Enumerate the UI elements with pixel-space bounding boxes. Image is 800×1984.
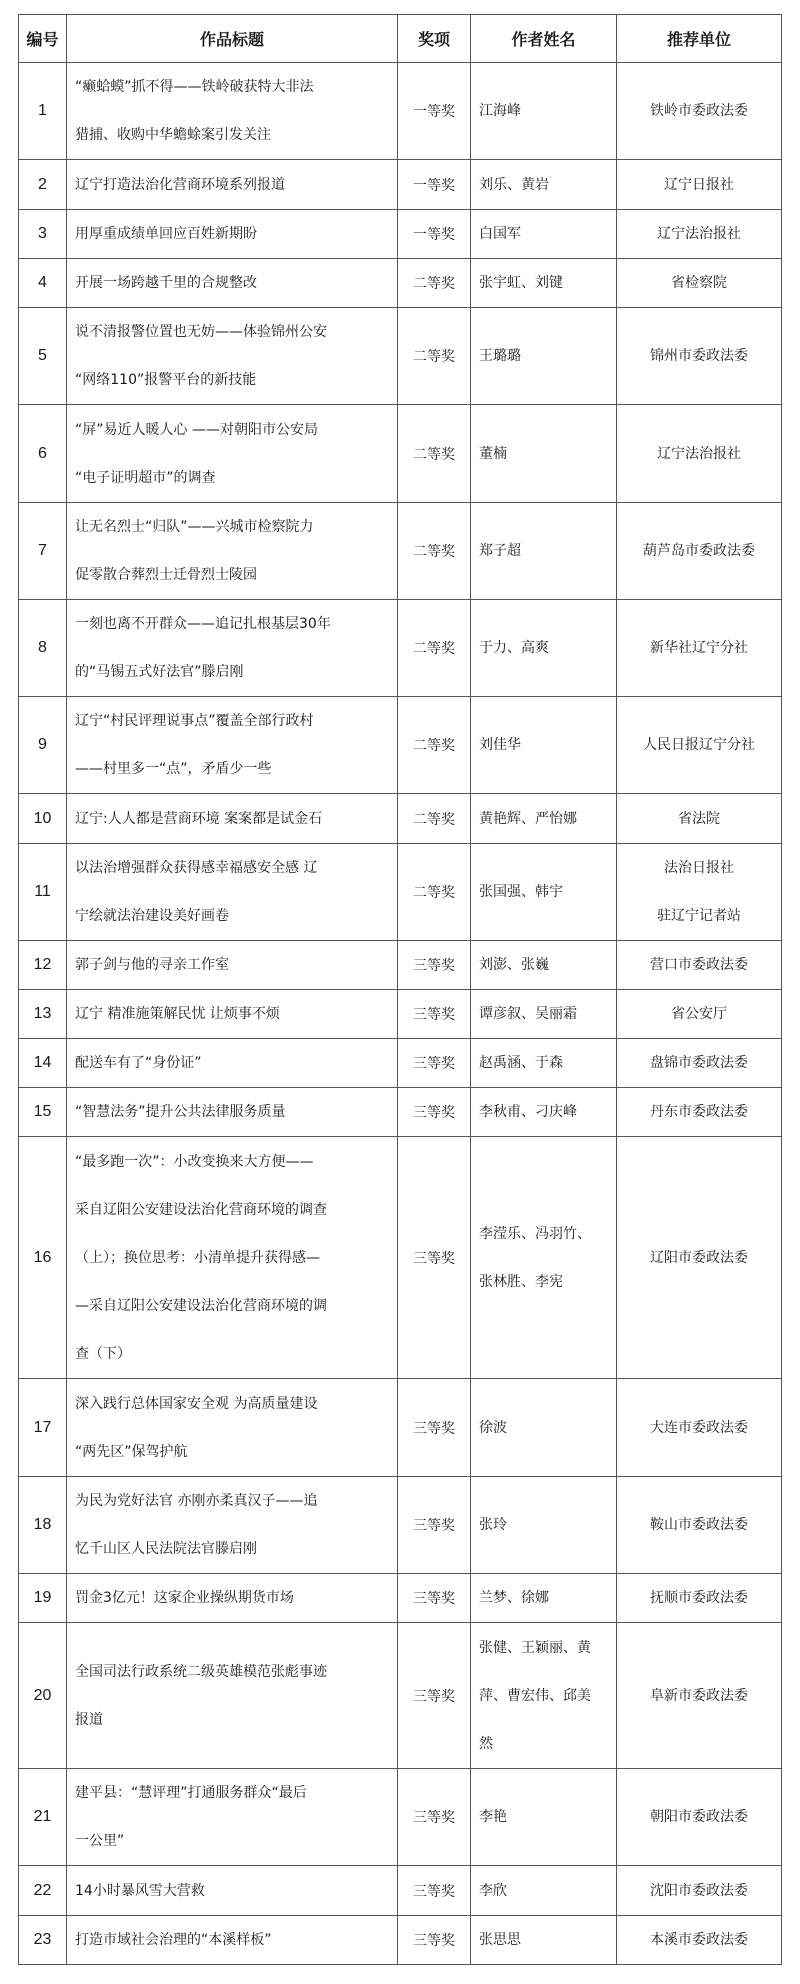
author-names-line: 萍、曹宏伟、邱美 (479, 1687, 591, 1704)
work-title-line: 促零散合葬烈士迁骨烈士陵园 (75, 567, 257, 583)
recommending-unit (617, 503, 782, 600)
header-title: 作品标题 (67, 15, 398, 63)
recommending-unit-line: 新华社辽宁分社 (650, 640, 748, 656)
work-title-line: “两先区”保驾护航 (75, 1443, 188, 1460)
award-level: 二等奖 (398, 259, 471, 308)
work-title-line: 让无名烈士“归队”——兴城市检察院力 (75, 519, 314, 535)
table-row (19, 1866, 782, 1916)
header-number: 编号 (19, 15, 67, 63)
recommending-unit-line: 铁岭市委政法委 (650, 103, 748, 119)
table-header-row (19, 15, 782, 63)
table-row (19, 844, 782, 941)
recommending-unit-line: 鞍山市委政法委 (650, 1517, 748, 1533)
work-title-line: 开展一场跨越千里的合规整改 (75, 275, 257, 291)
author-names (471, 844, 617, 941)
work-title-line: 辽宁:人人都是营商环境 案案都是试金石 (75, 810, 323, 827)
recommending-unit-line: 辽宁法治报社 (657, 445, 741, 462)
award-level: 三等奖 (398, 1379, 471, 1477)
author-names (471, 990, 617, 1039)
award-level: 三等奖 (398, 1088, 471, 1137)
recommending-unit (617, 990, 782, 1039)
recommending-unit-line: 省法院 (678, 810, 720, 827)
row-number: 16 (19, 1137, 67, 1379)
row-number: 6 (19, 405, 67, 503)
table-row (19, 308, 782, 405)
work-title (67, 990, 398, 1039)
row-number: 4 (19, 259, 67, 308)
work-title (67, 941, 398, 990)
author-names (471, 1769, 617, 1866)
table-row (19, 259, 782, 308)
author-names-line: 张健、王颖丽、黄 (479, 1639, 591, 1656)
award-level: 二等奖 (398, 600, 471, 697)
author-names (471, 600, 617, 697)
table-row (19, 794, 782, 844)
recommending-unit-line: 锦州市委政法委 (650, 348, 748, 364)
recommending-unit-line: 法治日报社 (664, 860, 734, 876)
row-number: 22 (19, 1866, 67, 1916)
work-title-line: “电子证明超市”的调查 (75, 469, 216, 486)
row-number: 1 (19, 63, 67, 160)
work-title (67, 1866, 398, 1916)
work-title-line: 郭子剑与他的寻亲工作室 (75, 957, 229, 973)
recommending-unit (617, 1137, 782, 1379)
row-number: 20 (19, 1623, 67, 1769)
award-level: 三等奖 (398, 941, 471, 990)
table-row (19, 1088, 782, 1137)
recommending-unit (617, 1039, 782, 1088)
author-names-line: 李秋甫、刁庆峰 (479, 1104, 577, 1120)
recommending-unit-line: 盘锦市委政法委 (650, 1055, 748, 1071)
author-names (471, 405, 617, 503)
recommending-unit (617, 844, 782, 941)
row-number: 11 (19, 844, 67, 941)
row-number: 17 (19, 1379, 67, 1477)
table-row (19, 1623, 782, 1769)
table-row (19, 1477, 782, 1574)
work-title (67, 1088, 398, 1137)
row-number: 19 (19, 1574, 67, 1623)
author-names (471, 1623, 617, 1769)
work-title (67, 259, 398, 308)
table-row (19, 160, 782, 210)
award-level: 三等奖 (398, 1916, 471, 1965)
row-number: 10 (19, 794, 67, 844)
row-number: 12 (19, 941, 67, 990)
work-title (67, 1769, 398, 1866)
work-title-line: 用厚重成绩单回应百姓新期盼 (75, 226, 257, 242)
work-title (67, 63, 398, 160)
author-names-line: 李艳 (479, 1809, 507, 1825)
author-names-line: 黄艳辉、严怡娜 (479, 810, 577, 827)
work-title-line: “智慧法务”提升公共法律服务质量 (75, 1104, 286, 1120)
author-names-line: 于力、高爽 (479, 640, 549, 656)
award-level: 二等奖 (398, 697, 471, 794)
row-number: 18 (19, 1477, 67, 1574)
work-title (67, 1916, 398, 1965)
work-title (67, 844, 398, 941)
table-row (19, 990, 782, 1039)
work-title-line: “癞蛤蟆”抓不得——铁岭破获特大非法 (75, 79, 314, 95)
recommending-unit-line: 省公安厅 (671, 1006, 727, 1022)
author-names-line: 赵禹涵、于森 (479, 1055, 563, 1071)
recommending-unit-line: 葫芦岛市委政法委 (643, 543, 755, 559)
work-title-line: 14小时暴风雪大营救 (75, 1882, 205, 1899)
work-title-line: 辽宁打造法治化营商环境系列报道 (75, 176, 285, 193)
recommending-unit-line: 大连市委政法委 (650, 1419, 748, 1436)
table-row (19, 1039, 782, 1088)
author-names-line: 刘佳华 (479, 737, 521, 753)
row-number: 13 (19, 990, 67, 1039)
table-row (19, 210, 782, 259)
table-row (19, 1137, 782, 1379)
author-names-line: 谭彦叙、吴丽霜 (479, 1006, 577, 1022)
work-title-line: 配送车有了“身份证” (75, 1055, 202, 1071)
award-level: 二等奖 (398, 405, 471, 503)
work-title-line: 辽宁“村民评理说事点”覆盖全部行政村 (75, 713, 314, 729)
header-unit: 推荐单位 (617, 15, 782, 63)
work-title (67, 1623, 398, 1769)
row-number: 8 (19, 600, 67, 697)
recommending-unit (617, 794, 782, 844)
author-names-line: 王璐璐 (479, 348, 521, 364)
recommending-unit-line: 本溪市委政法委 (650, 1932, 748, 1948)
award-level: 三等奖 (398, 1866, 471, 1916)
award-level: 三等奖 (398, 1039, 471, 1088)
work-title-line: 忆千山区人民法院法官滕启刚 (75, 1541, 257, 1557)
table-row (19, 1379, 782, 1477)
author-names (471, 1088, 617, 1137)
work-title (67, 697, 398, 794)
author-names (471, 1916, 617, 1965)
work-title (67, 600, 398, 697)
author-names (471, 941, 617, 990)
recommending-unit-line: 驻辽宁记者站 (657, 908, 741, 924)
row-number: 3 (19, 210, 67, 259)
work-title-line: 打造市域社会治理的“本溪样板” (75, 1932, 272, 1948)
recommending-unit (617, 941, 782, 990)
work-title-line: 说不清报警位置也无妨——体验锦州公安 (75, 324, 327, 340)
recommending-unit (617, 1379, 782, 1477)
recommending-unit (617, 405, 782, 503)
author-names-line: 江海峰 (479, 103, 521, 119)
recommending-unit (617, 1477, 782, 1574)
author-names-line: 董楠 (479, 445, 507, 462)
author-names-line: 然 (479, 1735, 493, 1752)
work-title-line: 宁绘就法治建设美好画卷 (75, 908, 229, 924)
recommending-unit-line: 营口市委政法委 (650, 957, 748, 973)
work-title-line: —采自辽阳公安建设法治化营商环境的调 (75, 1297, 327, 1314)
table-row (19, 63, 782, 160)
author-names-line: 郑子超 (479, 543, 521, 559)
row-number: 5 (19, 308, 67, 405)
award-level: 二等奖 (398, 794, 471, 844)
recommending-unit-line: 辽宁日报社 (664, 176, 734, 193)
author-names (471, 259, 617, 308)
work-title-line: 报道 (75, 1711, 103, 1728)
work-title-line: 深入践行总体国家安全观 为高质量建设 (75, 1395, 318, 1412)
recommending-unit (617, 1574, 782, 1623)
author-names-line: 刘澎、张巍 (479, 957, 549, 973)
work-title-line: 全国司法行政系统二级英雄模范张彪事迹 (75, 1663, 327, 1680)
work-title (67, 1039, 398, 1088)
table-row (19, 1916, 782, 1965)
row-number: 15 (19, 1088, 67, 1137)
row-number: 14 (19, 1039, 67, 1088)
recommending-unit-line: 阜新市委政法委 (650, 1687, 748, 1704)
work-title (67, 405, 398, 503)
author-names (471, 503, 617, 600)
recommending-unit-line: 人民日报辽宁分社 (643, 737, 755, 753)
work-title-line: 为民为党好法官 亦刚亦柔真汉子——追 (75, 1493, 318, 1509)
work-title-line: 辽宁 精准施策解民忧 让烦事不烦 (75, 1006, 280, 1022)
author-names-line: 兰梦、徐娜 (479, 1590, 549, 1606)
author-names-line: 张思思 (479, 1932, 521, 1948)
author-names (471, 1574, 617, 1623)
recommending-unit-line: 沈阳市委政法委 (650, 1882, 748, 1899)
award-level: 一等奖 (398, 160, 471, 210)
author-names (471, 1379, 617, 1477)
work-title (67, 503, 398, 600)
work-title-line: 以法治增强群众获得感幸福感安全感 辽 (75, 860, 318, 876)
work-title (67, 160, 398, 210)
recommending-unit (617, 259, 782, 308)
award-level: 一等奖 (398, 63, 471, 160)
recommending-unit (617, 1623, 782, 1769)
work-title-line: 的“马锡五式好法官”滕启刚 (75, 664, 244, 680)
recommending-unit (617, 63, 782, 160)
author-names (471, 308, 617, 405)
header-author: 作者姓名 (471, 15, 617, 63)
award-level: 三等奖 (398, 1769, 471, 1866)
author-names-line: 徐波 (479, 1419, 507, 1436)
recommending-unit-line: 辽宁法治报社 (657, 226, 741, 242)
award-level: 二等奖 (398, 503, 471, 600)
work-title-line: 查（下） (75, 1345, 131, 1362)
recommending-unit-line: 朝阳市委政法委 (650, 1809, 748, 1825)
author-names-line: 李欣 (479, 1882, 507, 1899)
work-title-line: ——村里多一“点”，矛盾少一些 (75, 761, 272, 777)
work-title-line: 一公里” (75, 1833, 125, 1849)
award-level: 二等奖 (398, 844, 471, 941)
work-title-line: 猎捕、收购中华蟾蜍案引发关注 (75, 127, 271, 143)
recommending-unit (617, 1088, 782, 1137)
work-title (67, 1379, 398, 1477)
work-title-line: 采自辽阳公安建设法治化营商环境的调查 (75, 1201, 327, 1218)
author-names (471, 160, 617, 210)
work-title-line: （上）；换位思考：小清单提升获得感— (75, 1249, 320, 1266)
recommending-unit (617, 1769, 782, 1866)
recommending-unit-line: 抚顺市委政法委 (650, 1590, 748, 1606)
author-names (471, 210, 617, 259)
table-row (19, 405, 782, 503)
table-row (19, 600, 782, 697)
recommending-unit (617, 308, 782, 405)
work-title (67, 1477, 398, 1574)
author-names (471, 1137, 617, 1379)
author-names (471, 63, 617, 160)
recommending-unit (617, 1866, 782, 1916)
work-title-line: 罚金3亿元！这家企业操纵期货市场 (75, 1590, 294, 1606)
work-title (67, 1137, 398, 1379)
author-names (471, 697, 617, 794)
recommending-unit (617, 210, 782, 259)
author-names (471, 794, 617, 844)
table-row (19, 941, 782, 990)
table-body (19, 63, 782, 1965)
recommending-unit-line: 省检察院 (671, 275, 727, 291)
author-names-line: 张宇虹、刘键 (479, 275, 563, 291)
row-number: 23 (19, 1916, 67, 1965)
award-level: 三等奖 (398, 1623, 471, 1769)
author-names-line: 刘乐、黄岩 (479, 176, 549, 193)
recommending-unit (617, 160, 782, 210)
work-title (67, 794, 398, 844)
recommending-unit-line: 辽阳市委政法委 (650, 1249, 748, 1266)
row-number: 7 (19, 503, 67, 600)
award-level: 三等奖 (398, 1477, 471, 1574)
table-row (19, 503, 782, 600)
recommending-unit (617, 600, 782, 697)
work-title-line: 一刻也离不开群众——追记扎根基层30年 (75, 616, 331, 632)
table-row (19, 1769, 782, 1866)
header-award: 奖项 (398, 15, 471, 63)
award-level: 一等奖 (398, 210, 471, 259)
work-title (67, 210, 398, 259)
awards-table (18, 14, 782, 1965)
table-row (19, 1574, 782, 1623)
work-title-line: “屏”易近人暖人心 ——对朝阳市公安局 (75, 421, 318, 438)
work-title (67, 1574, 398, 1623)
recommending-unit-line: 丹东市委政法委 (650, 1104, 748, 1120)
award-level: 三等奖 (398, 1137, 471, 1379)
award-level: 三等奖 (398, 990, 471, 1039)
row-number: 21 (19, 1769, 67, 1866)
author-names-line: 张林胜、李宪 (479, 1273, 563, 1290)
author-names (471, 1039, 617, 1088)
recommending-unit (617, 1916, 782, 1965)
work-title-line: “网络110”报警平台的新技能 (75, 372, 257, 388)
author-names (471, 1477, 617, 1574)
author-names-line: 张玲 (479, 1517, 507, 1533)
author-names-line: 张国强、韩宇 (479, 884, 563, 900)
work-title-line: 建平县：“慧评理”打通服务群众“最后 (75, 1785, 307, 1801)
award-level: 三等奖 (398, 1574, 471, 1623)
recommending-unit (617, 697, 782, 794)
work-title-line: “最多跑一次”：小改变换来大方便—— (75, 1153, 314, 1170)
award-level: 二等奖 (398, 308, 471, 405)
row-number: 2 (19, 160, 67, 210)
row-number: 9 (19, 697, 67, 794)
author-names (471, 1866, 617, 1916)
table-row (19, 697, 782, 794)
author-names-line: 李滢乐、冯羽竹、 (479, 1225, 591, 1242)
author-names-line: 白国军 (479, 226, 521, 242)
work-title (67, 308, 398, 405)
